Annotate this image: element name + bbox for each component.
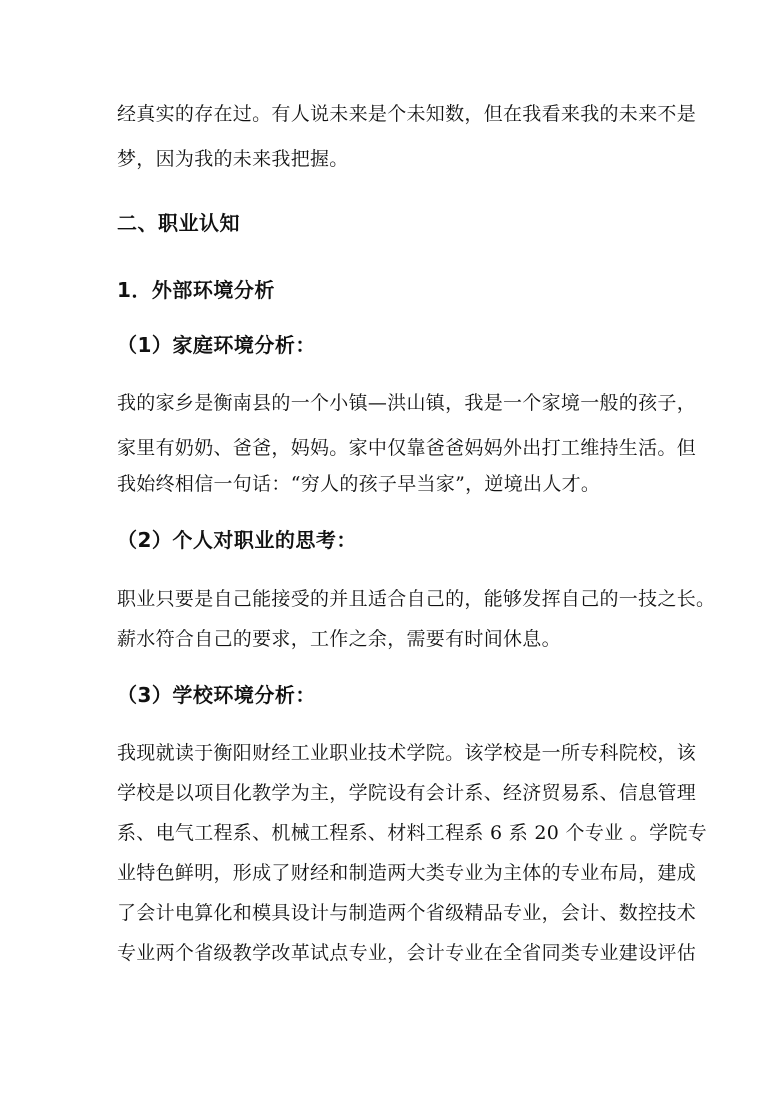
paragraph-line: 梦，因为我的未来我把握。 [117, 148, 349, 170]
paragraph-line: 薪水符合自己的要求，工作之余，需要有时间休息。 [117, 628, 561, 650]
paragraph-line: 家里有奶奶、爸爸，妈妈。家中仅靠爸爸妈妈外出打工维持生活。但 [117, 437, 697, 459]
paragraph-line: 学校是以项目化教学为主，学院设有会计系、经济贸易系、信息管理 [117, 782, 697, 804]
paragraph-line: 我现就读于衡阳财经工业职业技术学院。该学校是一所专科院校，该 [117, 742, 697, 764]
paragraph-line: 职业只要是自己能接受的并且适合自己的，能够发挥自己的一技之长。 [117, 588, 716, 610]
paragraph-heading: （2）个人对职业的思考： [117, 528, 357, 552]
paragraph-line: 专业两个省级教学改革试点专业，会计专业在全省同类专业建设评估 [117, 942, 697, 964]
paragraph-line: 业特色鲜明，形成了财经和制造两大类专业为主体的专业布局，建成 [117, 862, 697, 884]
paragraph-line: 系、电气工程系、机械工程系、材料工程系 6 系 20 个专业 。学院专 [117, 822, 707, 844]
paragraph-line: 经真实的存在过。有人说未来是个未知数，但在我看来我的未来不是 [117, 103, 697, 125]
paragraph-line: 了会计电算化和模具设计与制造两个省级精品专业，会计、数控技术 [117, 902, 697, 924]
section-heading: 二、职业认知 [117, 211, 240, 235]
subsection-heading: 1．外部环境分析 [117, 278, 275, 302]
paragraph-line: 我的家乡是衡南县的一个小镇—洪山镇，我是一个家境一般的孩子， [117, 392, 697, 414]
paragraph-heading: （1）家庭环境分析： [117, 333, 316, 357]
paragraph-heading: （3）学校环境分析： [117, 683, 316, 707]
paragraph-line: 我始终相信一句话：“穷人的孩子早当家”，逆境出人才。 [117, 473, 601, 495]
